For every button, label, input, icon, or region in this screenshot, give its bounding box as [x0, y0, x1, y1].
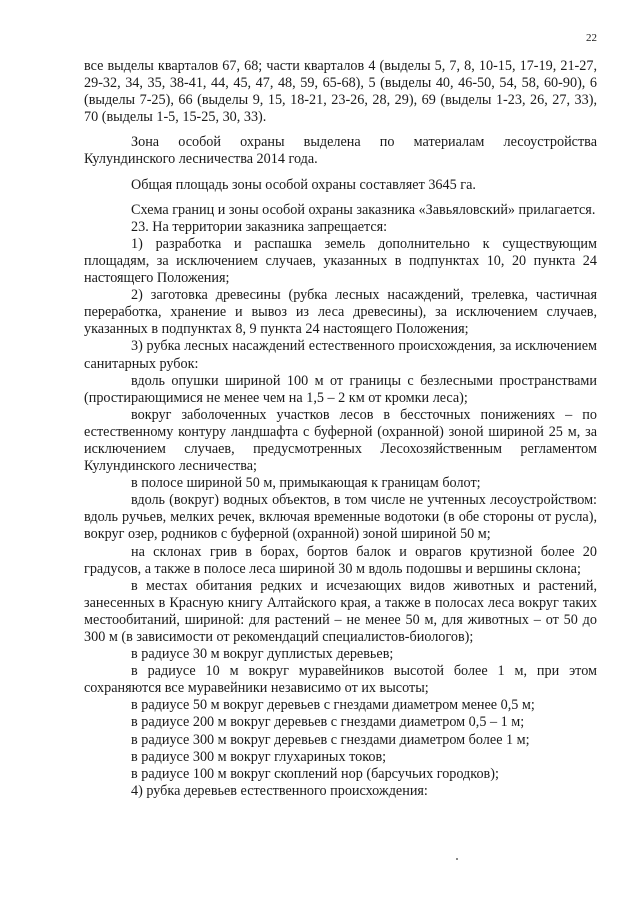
paragraph-nests-medium: в радиусе 200 м вокруг деревьев с гнездами диаметром 0,5 – 1 м; — [131, 714, 525, 731]
paragraph-badger-setts: в радиусе 100 м вокруг скоплений нор (барсучьих городков); — [131, 765, 499, 782]
scan-speck — [456, 858, 458, 860]
paragraph-subitem-2: 2) заготовка древесины (рубка лесных насаждений, трелевка, частичная переработка, хранение и вывоз из леса древесины), за исключением случаев, указанных в подпунктах 8, 9 пункта 24 настоящего Положения; — [84, 287, 597, 338]
paragraph-nests-large: в радиусе 300 м вокруг деревьев с гнездами диаметром более 1 м; — [131, 731, 530, 748]
paragraph-water-bodies: вдоль (вокруг) водных объектов, в том числе не учтенных лесоустройством: вдоль ручьев, мелких речек, включая временные водотоки (в обе стороны от русла), вокруг озер, родников с буферной (охранной) зоной шириной 50 м; — [84, 492, 597, 543]
paragraph-nests-small: в радиусе 50 м вокруг деревьев с гнездами диаметром менее 0,5 м; — [131, 697, 535, 714]
paragraph-item-23: 23. На территории заказника запрещается: — [131, 218, 388, 235]
paragraph-zone-area: Общая площадь зоны особой охраны составляет 3645 га. — [131, 176, 476, 193]
page-number: 22 — [586, 32, 597, 44]
paragraph-quarters-list: все выделы кварталов 67, 68; части кварталов 4 (выделы 5, 7, 8, 10-15, 17-19, 21-27, 29-32, 34, 35, 38-41, 44, 45, 47, 48, 59, 65-68), 5 (выделы 40, 46-50, 54, 58, 60-90), 6 (выделы 7-25), 66 (выделы 9, 15, 18-21, 23-26, 28, 29), 69 (выделы 1-23, 26, 27, 33), 70 (выделы 1-5, 15-25, 30, 33). — [84, 58, 597, 126]
paragraph-rare-species: в местах обитания редких и исчезающих видов животных и растений, занесенных в Красную книгу Алтайского края, а также в полосах леса вокруг таких местообитаний, шириной: для растений – не менее 50 м, для животных – от 50 до 300 м (в зависимости от рекомендаций специалистов-биологов); — [84, 577, 597, 645]
paragraph-hollow-trees: в радиусе 30 м вокруг дуплистых деревьев; — [131, 646, 394, 663]
paragraph-subitem-4: 4) рубка деревьев естественного происхождения: — [131, 782, 428, 799]
paragraph-bog-strip: в полосе шириной 50 м, примыкающая к границам болот; — [131, 475, 481, 492]
paragraph-scheme-attached: Схема границ и зоны особой охраны заказника «Завьяловский» прилагается. — [131, 201, 596, 218]
paragraph-subitem-1: 1) разработка и распашка земель дополнительно к существующим площадям, за исключением случаев, указанных в подпунктах 10, 20 пункта 24 настоящего Положения; — [84, 235, 597, 287]
paragraph-zone-source: Зона особой охраны выделена по материалам лесоустройства Кулундинского лесничества 2014 года. — [84, 134, 597, 168]
paragraph-subitem-3: 3) рубка лесных насаждений естественного происхождения, за исключением санитарных рубок: — [84, 338, 597, 372]
document-body — [84, 58, 597, 800]
paragraph-capercaillie-leks: в радиусе 300 м вокруг глухариных токов; — [131, 748, 387, 765]
paragraph-anthills: в радиусе 10 м вокруг муравейников высотой более 1 м, при этом сохраняются все муравейники независимо от их высоты; — [84, 663, 597, 697]
paragraph-wetland-areas: вокруг заболоченных участков лесов в бессточных понижениях – по естественному контуру ландшафта с буферной (охранной) зоной шириной 25 м, за исключением случаев, предусмотренных Лесохозяйственным регламентом Кулундинского лесничества; — [84, 406, 597, 475]
paragraph-edge-strip: вдоль опушки шириной 100 м от границы с безлесными пространствами (простирающимися не менее чем на 1,5 – 2 км от кромки леса); — [84, 372, 597, 406]
paragraph-slopes: на склонах грив в борах, бортов балок и оврагов крутизной более 20 градусов, а также в полосе леса шириной 30 м вдоль подошвы и вершины склона; — [84, 543, 597, 577]
